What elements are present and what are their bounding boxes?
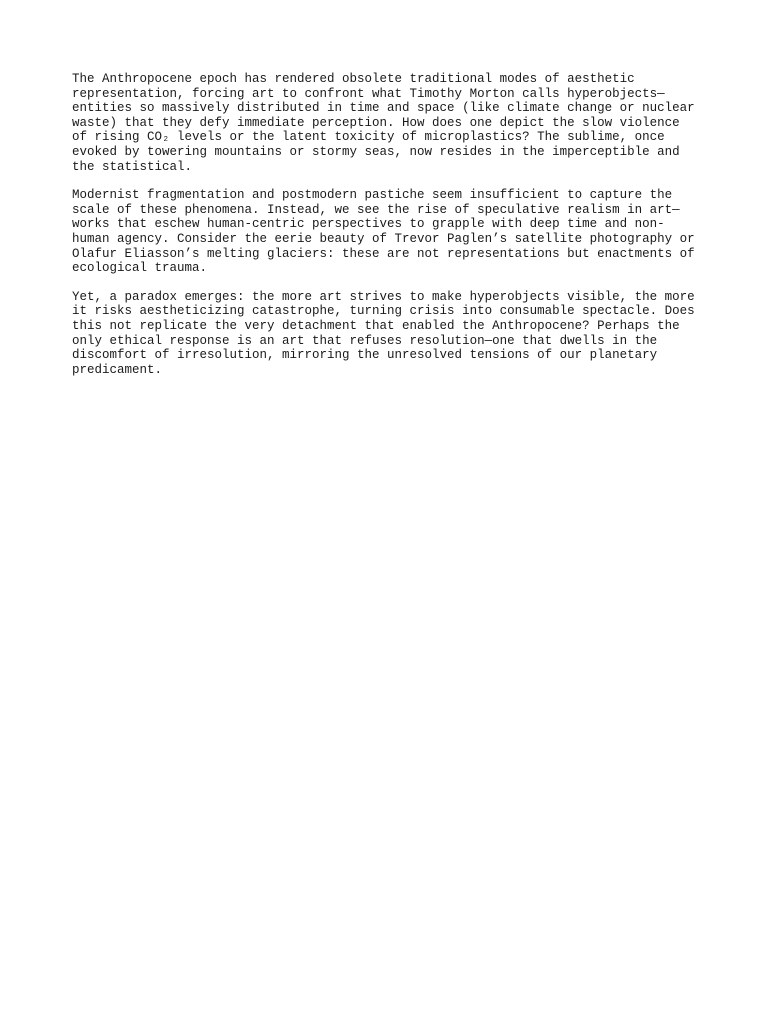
paragraph-2: Modernist fragmentation and postmodern pastiche seem insufficient to capture the scale of these phenomena. Instead, we see the rise of speculative realism in art— works that eschew human-centric perspectives to grapple with deep time and non- human agency. Consider the eerie beauty of Trevor Paglen’s satellite photography or Olafur Eliasson’s melting glaciers: these are not representations but enactments of ecological trauma. — [72, 188, 695, 276]
document-body — [72, 72, 700, 391]
paragraph-1: The Anthropocene epoch has rendered obsolete traditional modes of aesthetic representation, forcing art to confront what Timothy Morton calls hyperobjects— entities so massively distributed in time and space (like climate change or nuclear waste) that they defy immediate perception. How does one depict the slow violence of rising CO₂ levels or the latent toxicity of microplastics? The sublime, once evoked by towering mountains or stormy seas, now resides in the imperceptible and the statistical. — [72, 72, 695, 174]
paragraph-3: Yet, a paradox emerges: the more art strives to make hyperobjects visible, the more it risks aestheticizing catastrophe, turning crisis into consumable spectacle. Does this not replicate the very detachment that enabled the Anthropocene? Perhaps the only ethical response is an art that refuses resolution—one that dwells in the discomfort of irresolution, mirroring the unresolved tensions of our planetary predicament. — [72, 289, 695, 377]
